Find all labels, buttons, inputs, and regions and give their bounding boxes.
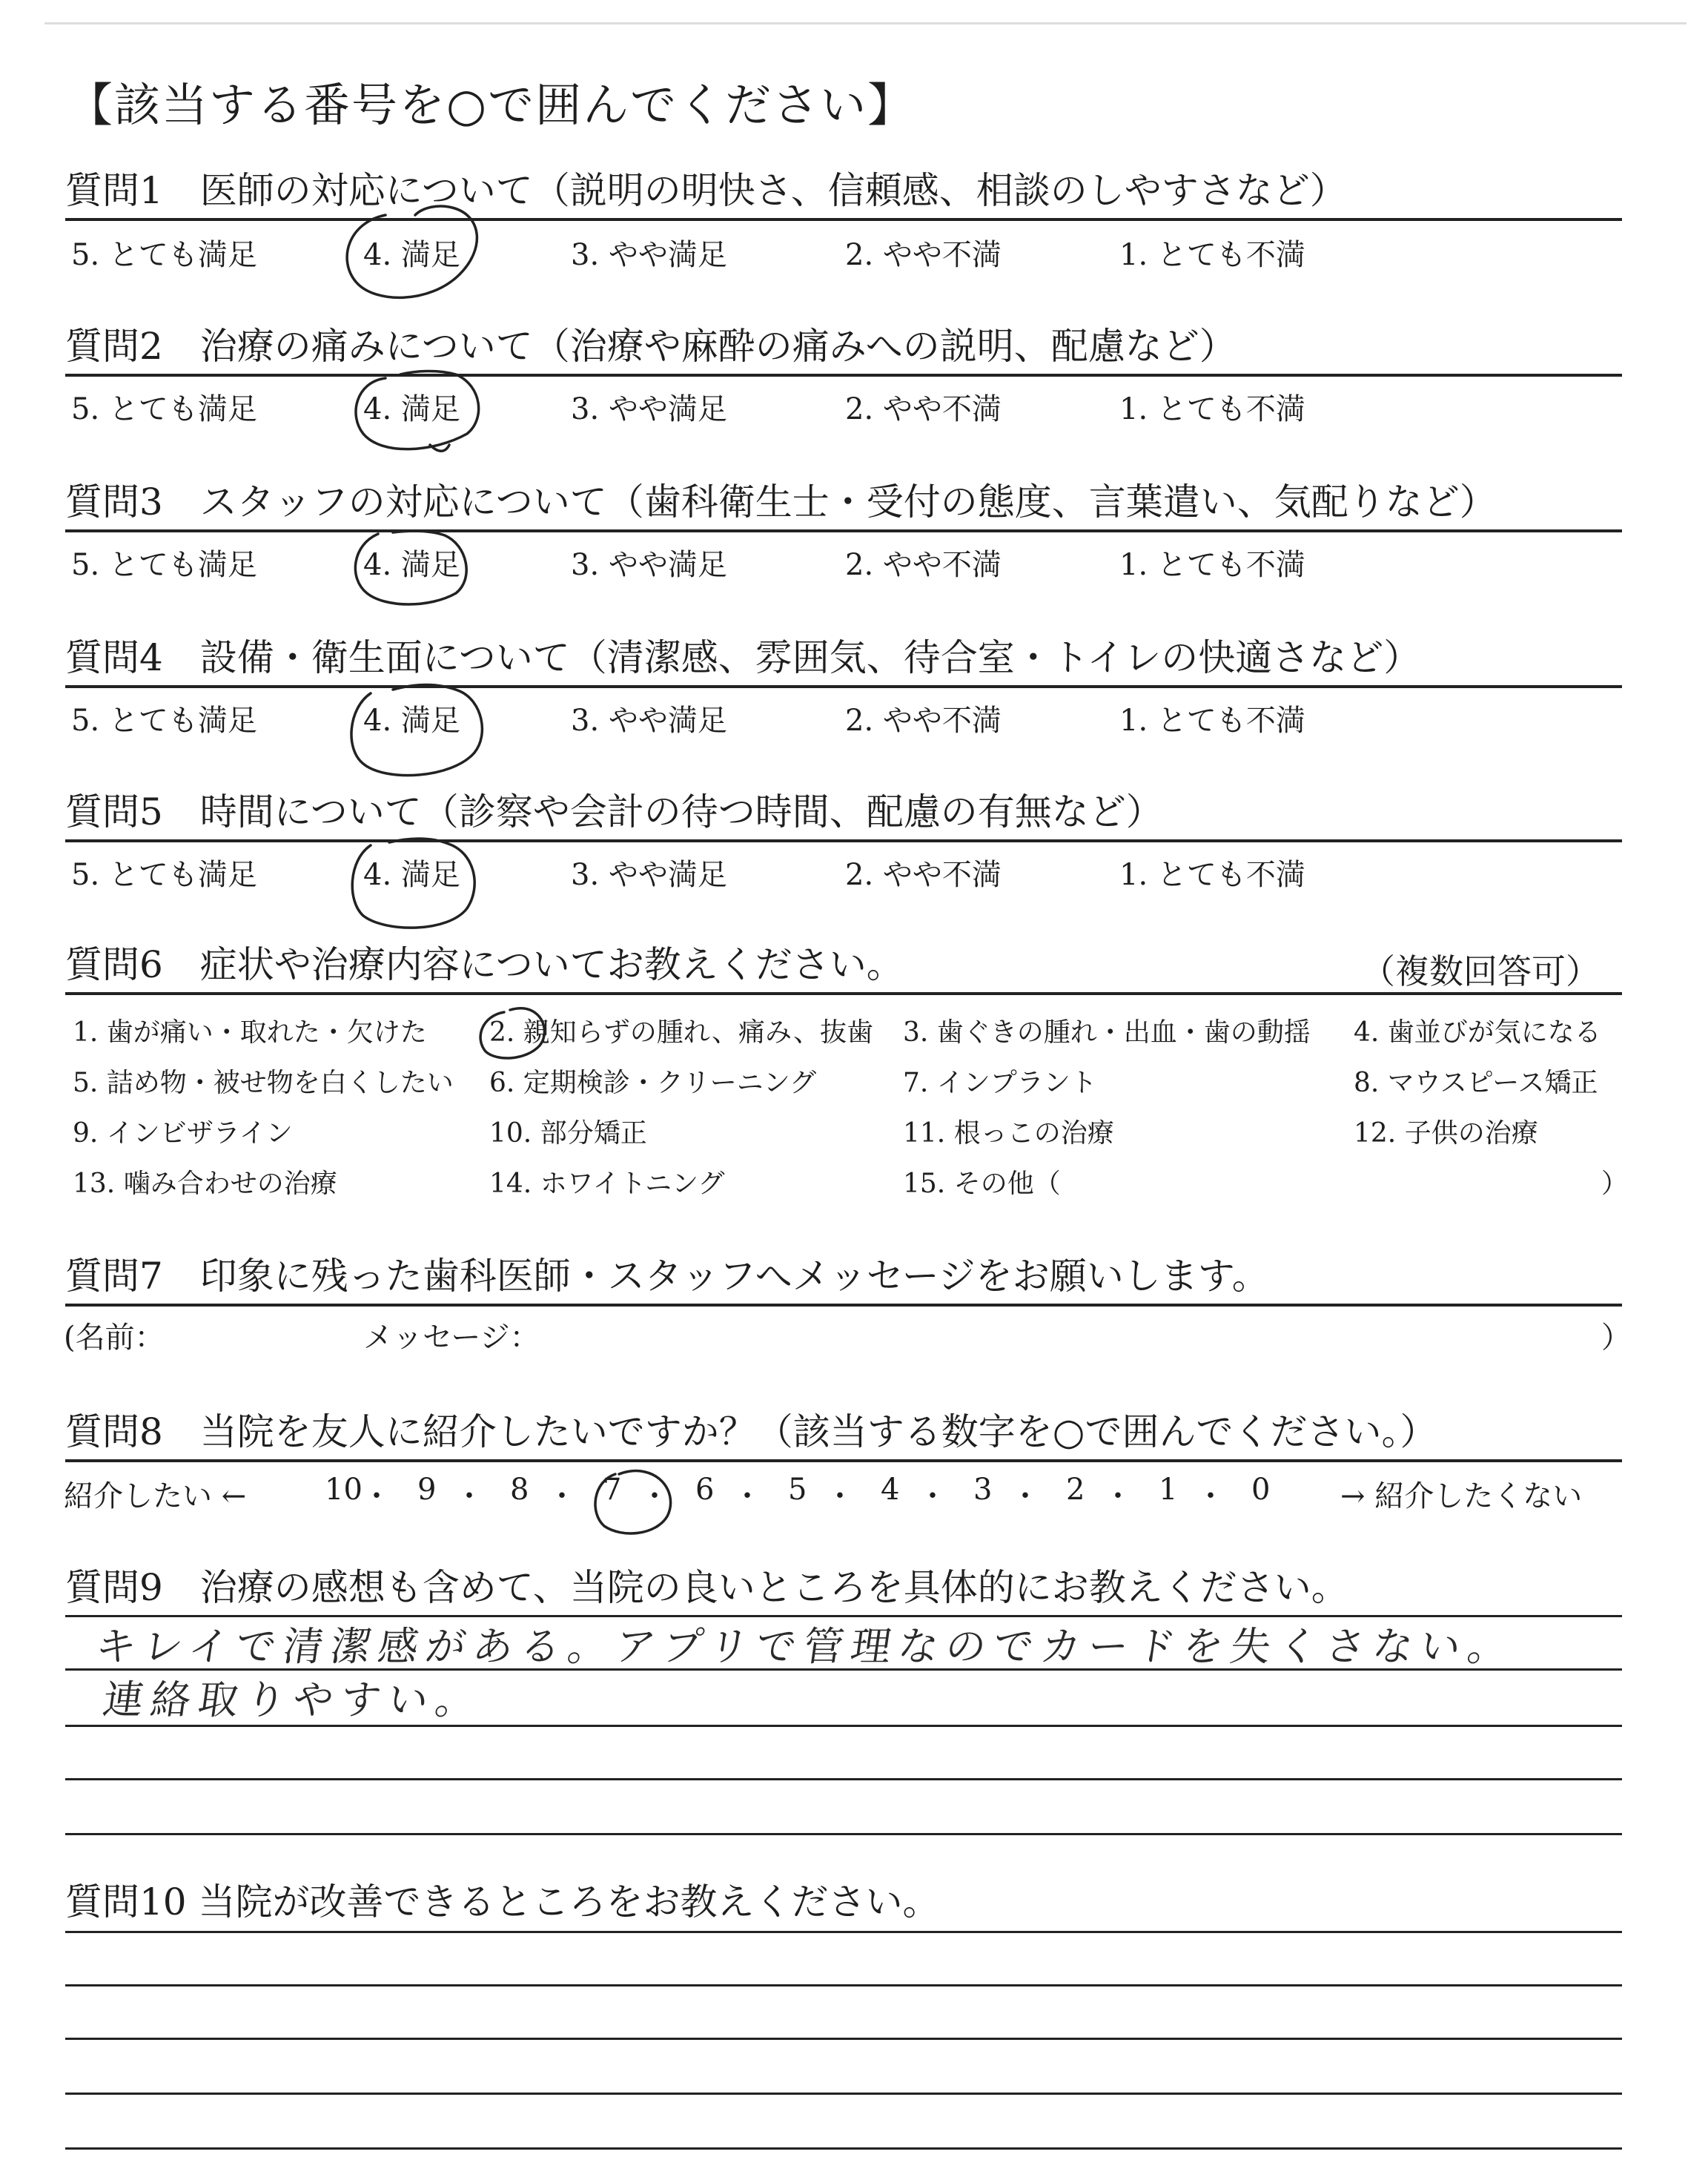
question-7-title: 質問7 印象に残った歯科医師・スタッフへメッセージをお願いします。 [65, 1255, 1269, 1298]
question-5-title: 質問5 時間について（診察や会計の待つ時間、配慮の有無など） [65, 790, 1163, 833]
q6-item-12[interactable]: 12. 子供の治療 [1354, 1118, 1538, 1149]
question-4 [65, 636, 1622, 738]
q6-item-5[interactable]: 5. 詰め物・被せ物を白くしたい [73, 1068, 454, 1098]
q9-answer-line-4 [65, 1778, 1622, 1780]
q2-option-2[interactable]: 2. やや不満 [845, 392, 1002, 426]
page-heading: 【該当する番号を○で囲んでください】 [67, 78, 916, 132]
q6-item-1[interactable]: 1. 歯が痛い・取れた・欠けた [73, 1017, 427, 1048]
question-7-rule [65, 1304, 1622, 1307]
question-2 [65, 325, 1622, 426]
q6-item-8[interactable]: 8. マウスピース矯正 [1354, 1068, 1598, 1098]
q8-scale-separator: ・ [918, 1479, 947, 1513]
q5-option-1[interactable]: 1. とても不満 [1119, 858, 1305, 892]
q6-item-10[interactable]: 10. 部分矯正 [489, 1118, 647, 1149]
q8-scale-value-0[interactable]: 0 [1251, 1473, 1271, 1507]
q10-answer-line-1 [65, 1931, 1622, 1933]
q8-scale-value-7[interactable]: 7 [603, 1473, 622, 1507]
q6-item-3[interactable]: 3. 歯ぐきの腫れ・出血・歯の動揺 [903, 1017, 1311, 1048]
q3-option-1[interactable]: 1. とても不満 [1119, 548, 1305, 582]
q3-option-2[interactable]: 2. やや不満 [845, 548, 1002, 582]
q4-option-5[interactable]: 5. とても満足 [71, 704, 257, 738]
q8-scale-value-9[interactable]: 9 [417, 1473, 437, 1507]
q4-option-4[interactable]: 4. 満足 [363, 704, 460, 738]
q6-item-2[interactable]: 2. 親知らずの腫れ、痛み、抜歯 [489, 1017, 874, 1048]
q8-scale-value-10[interactable]: 10 [325, 1473, 363, 1507]
q6-item-6[interactable]: 6. 定期検診・クリーニング [489, 1068, 817, 1098]
q3-option-4[interactable]: 4. 満足 [363, 548, 460, 582]
q2-option-5[interactable]: 5. とても満足 [71, 392, 257, 426]
q4-option-2[interactable]: 2. やや不満 [845, 704, 1002, 738]
q2-option-4[interactable]: 4. 満足 [363, 392, 460, 426]
question-8-title: 質問8 当院を友人に紹介したいですか？（該当する数字を○で囲んでください。） [65, 1410, 1437, 1453]
q8-scale-separator: ・ [1010, 1479, 1040, 1513]
q10-answer-line-4 [65, 2093, 1622, 2095]
q8-scale-separator: ・ [454, 1479, 484, 1513]
q8-scale-separator: ・ [732, 1479, 762, 1513]
q5-option-3[interactable]: 3. やや満足 [571, 858, 727, 892]
q10-answer-line-3 [65, 2038, 1622, 2040]
q8-scale-value-4[interactable]: 4 [881, 1473, 900, 1507]
q3-option-5[interactable]: 5. とても満足 [71, 548, 257, 582]
question-4-rule [65, 685, 1622, 688]
q8-scale-separator: ・ [1103, 1479, 1133, 1513]
q6-item-14[interactable]: 14. ホワイトニング [489, 1169, 725, 1199]
q1-option-1[interactable]: 1. とても不満 [1119, 238, 1305, 272]
question-1-rule [65, 218, 1622, 221]
question-4-title: 質問4 設備・衛生面について（清潔感、雰囲気、待合室・トイレの快適さなど） [65, 636, 1421, 679]
question-3-rule [65, 529, 1622, 532]
question-5 [65, 790, 1622, 892]
q8-scale-separator: ・ [547, 1479, 577, 1513]
q6-other-close: ） [1601, 1169, 1629, 1199]
question-9-title: 質問9 治療の感想も含めて、当院の良いところを具体的にお教えください。 [65, 1566, 1348, 1609]
q8-scale-separator: ・ [1196, 1479, 1225, 1513]
question-2-title: 質問2 治療の痛みについて（治療や麻酔の痛みへの説明、配慮など） [65, 325, 1237, 368]
q6-item-13[interactable]: 13. 噛み合わせの治療 [73, 1169, 337, 1199]
q1-option-4[interactable]: 4. 満足 [363, 238, 460, 272]
q8-scale-separator: ・ [362, 1479, 391, 1513]
question-6-note: （複数回答可） [1361, 951, 1600, 991]
q1-option-5[interactable]: 5. とても満足 [71, 238, 257, 272]
question-1-title: 質問1 医師の対応について（説明の明快さ、信頼感、相談のしやすさなど） [65, 169, 1347, 212]
q5-option-5[interactable]: 5. とても満足 [71, 858, 257, 892]
q1-option-3[interactable]: 3. やや満足 [571, 238, 727, 272]
q8-scale-value-3[interactable]: 3 [973, 1473, 993, 1507]
question-6-title: 質問6 症状や治療内容についてお教えください。 [65, 943, 904, 986]
question-1 [65, 169, 1622, 272]
q8-scale-separator: ・ [825, 1479, 855, 1513]
top-rule [44, 22, 1687, 24]
q5-option-4[interactable]: 4. 満足 [363, 858, 460, 892]
question-3-title: 質問3 スタッフの対応について（歯科衛生士・受付の態度、言葉遣い、気配りなど） [65, 480, 1497, 524]
q6-item-4[interactable]: 4. 歯並びが気になる [1354, 1017, 1601, 1048]
q8-left-label: 紹介したい ← [64, 1479, 247, 1513]
question-3 [65, 480, 1622, 582]
q10-answer-line-5 [65, 2147, 1622, 2150]
q9-handwritten-answer-1: キレイで清潔感がある。アプリで管理なのでカードを失くさない。 [93, 1623, 1519, 1670]
question-8-rule [65, 1459, 1622, 1462]
question-2-rule [65, 374, 1622, 377]
question-6-rule [65, 992, 1622, 995]
q6-item-15[interactable]: 15. その他（ [903, 1169, 1061, 1199]
q2-option-3[interactable]: 3. やや満足 [571, 392, 727, 426]
q6-item-7[interactable]: 7. インプラント [903, 1068, 1097, 1098]
q8-scale-separator: ・ [640, 1479, 669, 1513]
q6-item-11[interactable]: 11. 根っこの治療 [903, 1118, 1114, 1149]
q9-answer-line-5 [65, 1833, 1622, 1835]
q8-right-label: → 紹介したくない [1340, 1479, 1583, 1513]
q9-handwritten-answer-2: 連絡取りやすい。 [100, 1677, 486, 1723]
q7-message-label: メッセージ： [363, 1321, 540, 1355]
q7-name-label: (名前： [64, 1321, 165, 1355]
question-10-title: 質問10 当院が改善できるところをお教えください。 [65, 1880, 940, 1923]
question-6 [65, 943, 1629, 1199]
q8-scale-value-1[interactable]: 1 [1159, 1473, 1178, 1507]
q4-option-1[interactable]: 1. とても不満 [1119, 704, 1305, 738]
q2-option-1[interactable]: 1. とても不満 [1119, 392, 1305, 426]
q8-scale-value-6[interactable]: 6 [695, 1473, 715, 1507]
q8-scale-value-8[interactable]: 8 [510, 1473, 529, 1507]
question-7 [64, 1255, 1631, 1355]
q1-option-2[interactable]: 2. やや不満 [845, 238, 1002, 272]
question-10 [65, 1880, 1622, 1923]
q3-option-3[interactable]: 3. やや満足 [571, 548, 727, 582]
q8-scale-value-5[interactable]: 5 [788, 1473, 807, 1507]
question-8 [64, 1410, 1622, 1513]
q8-scale-value-2[interactable]: 2 [1066, 1473, 1085, 1507]
q7-close: ） [1601, 1321, 1631, 1355]
q4-option-3[interactable]: 3. やや満足 [571, 704, 727, 738]
q5-option-2[interactable]: 2. やや不満 [845, 858, 1002, 892]
q6-item-9[interactable]: 9. インビザライン [73, 1118, 293, 1149]
q10-answer-line-2 [65, 1984, 1622, 1986]
question-5-rule [65, 839, 1622, 842]
question-9 [65, 1566, 1622, 1609]
